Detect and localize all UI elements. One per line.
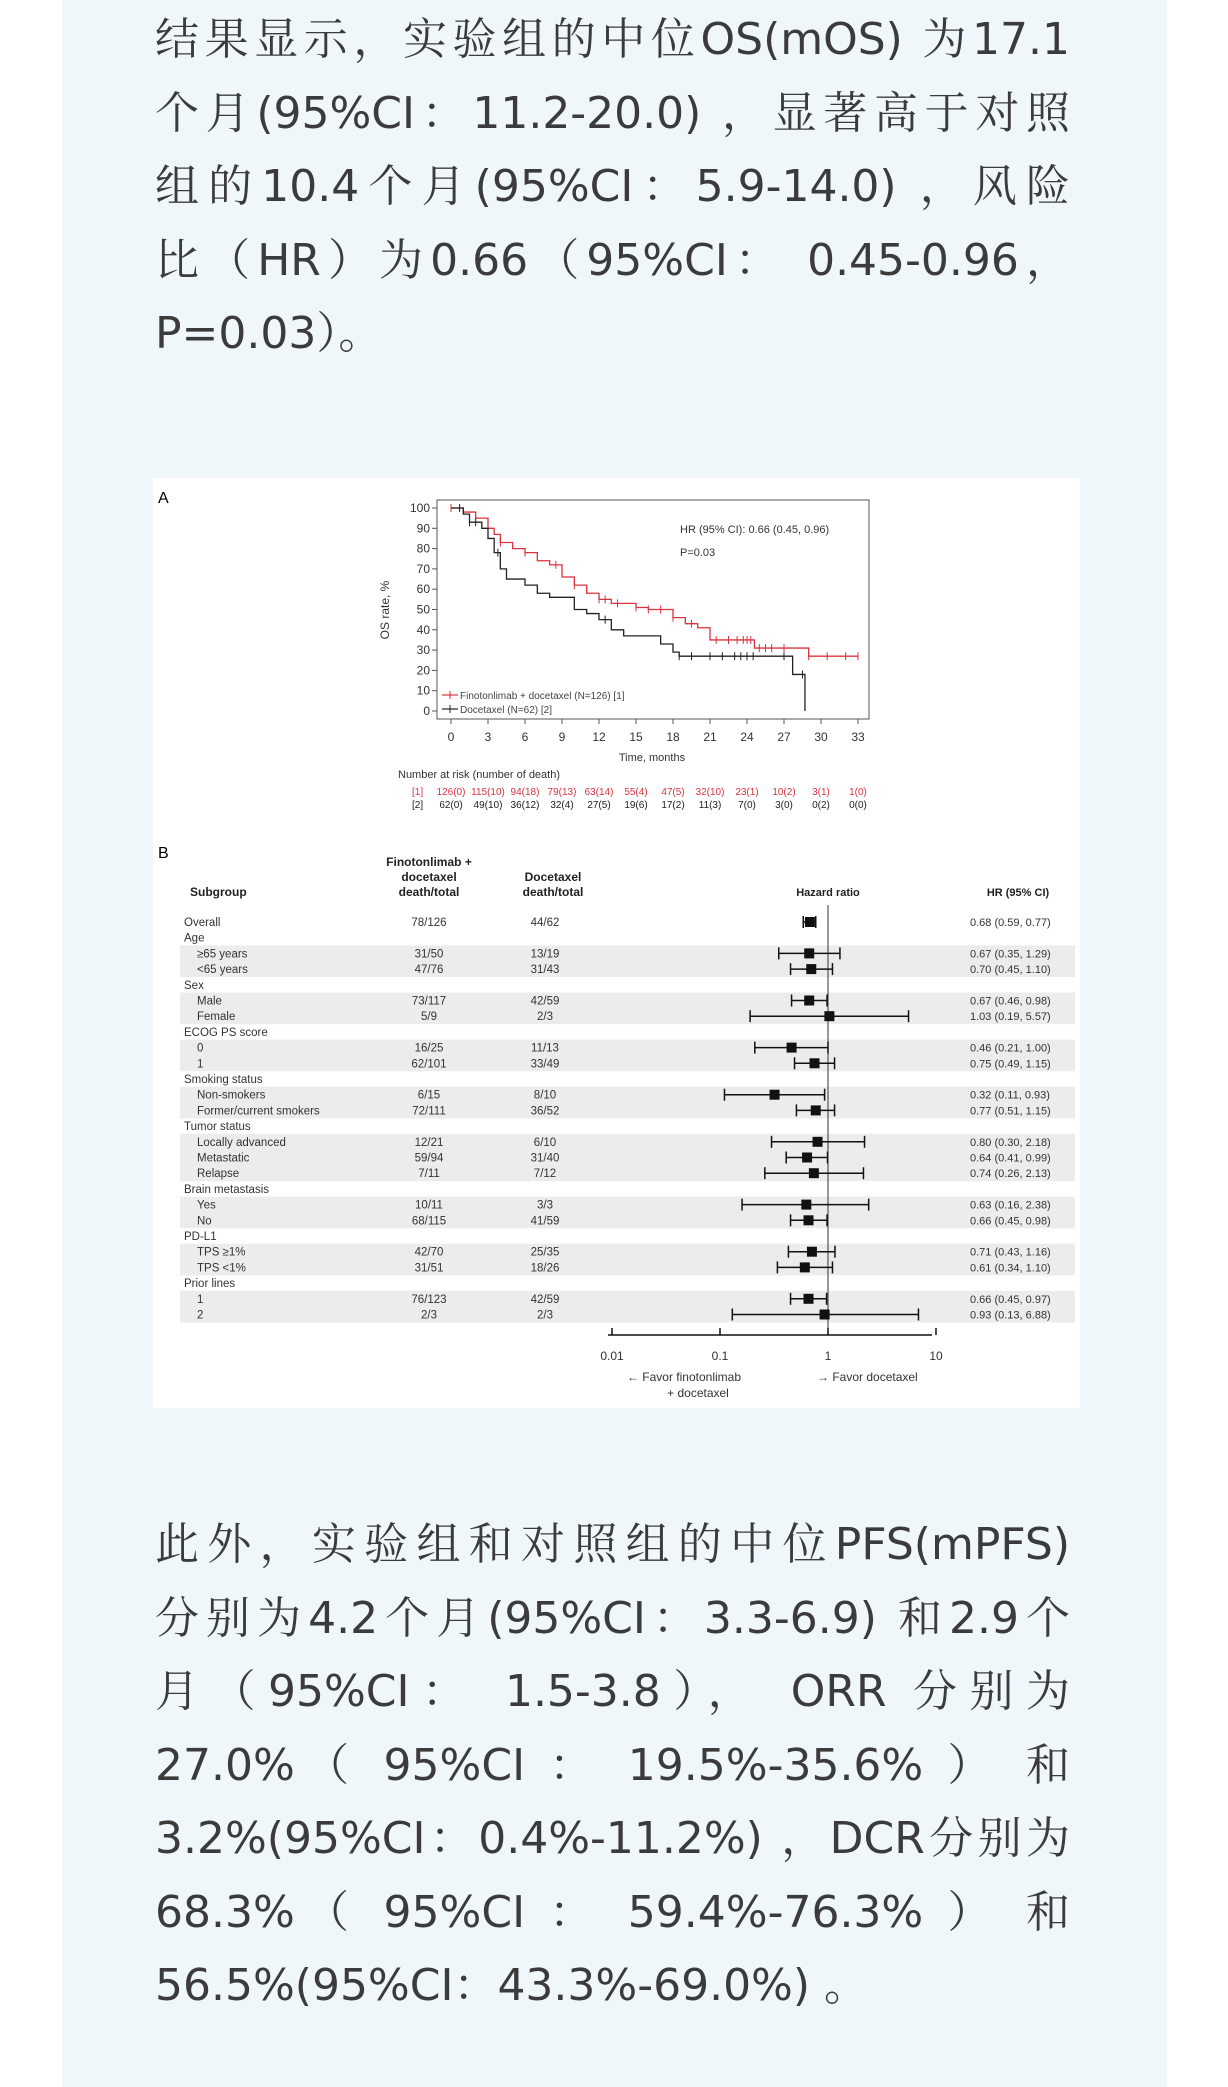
risk-value: 126(0) [436, 787, 466, 798]
x-tick-label: 0.01 [600, 1349, 624, 1363]
y-tick-label: 40 [416, 622, 430, 637]
risk-value: 23(1) [735, 787, 759, 798]
hr-marker [807, 1247, 817, 1257]
hr-ci-value: 0.66 (0.45, 0.97) [970, 1293, 1051, 1306]
text-line: 比（HR）为0.66（95%CI： 0.45-0.96， [155, 234, 1070, 286]
hr-ci-value: 0.71 (0.43, 1.16) [970, 1246, 1051, 1259]
hr-marker [813, 1137, 823, 1147]
hr-ci-value: 0.75 (0.49, 1.15) [970, 1058, 1051, 1071]
hr-marker [804, 996, 814, 1006]
subgroup-label: 1 [197, 1058, 204, 1071]
risk-value: 17(2) [661, 800, 685, 811]
subgroup-label: TPS ≥1% [197, 1246, 246, 1259]
x-tick-label: 24 [740, 730, 754, 744]
y-tick-label: 10 [416, 683, 430, 698]
risk-value: 32(4) [550, 800, 574, 811]
p-value-annotation: P=0.03 [680, 547, 716, 559]
risk-row-label: [2] [412, 800, 424, 811]
text-line: P=0.03）。 [155, 308, 383, 359]
y-tick-label: 100 [409, 501, 430, 515]
hr-marker [787, 1043, 797, 1053]
docetaxel-death-total: 36/52 [530, 1105, 560, 1118]
docetaxel-death-total: 42/59 [530, 995, 560, 1008]
header-finotonlimab: docetaxel [401, 870, 457, 884]
subgroup-band [180, 1291, 1075, 1323]
subgroup-label: Relapse [197, 1168, 240, 1181]
y-tick-label: 20 [416, 663, 430, 678]
hr-ci-value: 0.64 (0.41, 0.99) [970, 1152, 1051, 1165]
hr-marker [801, 1200, 811, 1210]
risk-table-title: Number at risk (number of death) [398, 769, 561, 781]
hr-ci-value: 0.46 (0.21, 1.00) [970, 1042, 1051, 1055]
risk-value: 49(10) [473, 800, 503, 811]
text-line: 月（95%CI： 1.5-3.8）， ORR 分别为 [155, 1666, 1070, 1717]
docetaxel-death-total: 33/49 [530, 1058, 560, 1071]
docetaxel-death-total: 2/3 [537, 1309, 553, 1322]
subgroup-band [180, 1040, 1075, 1072]
panel-label-a: A [158, 490, 169, 507]
hr-ci-value: 0.32 (0.11, 0.93) [970, 1089, 1050, 1102]
y-tick-label: 50 [416, 602, 430, 617]
x-tick-label: 33 [851, 730, 865, 744]
hr-ci-value: 0.77 (0.51, 1.15) [970, 1105, 1051, 1118]
risk-value: 32(10) [695, 787, 725, 798]
risk-value: 3(1) [812, 787, 830, 798]
subgroup-label: Metastatic [197, 1152, 250, 1165]
x-tick-label: 9 [558, 730, 566, 744]
subgroup-label: Locally advanced [197, 1136, 286, 1149]
hr-ci-value: 1.03 (0.19, 5.57) [970, 1011, 1051, 1024]
x-tick-label: 3 [484, 730, 492, 744]
docetaxel-death-total: 7/12 [533, 1168, 557, 1181]
y-tick-label: 90 [416, 521, 430, 536]
risk-value: 115(10) [471, 787, 505, 798]
hr-ci-value: 0.74 (0.26, 2.13) [970, 1168, 1051, 1181]
subgroup-label: 2 [197, 1309, 204, 1322]
risk-value: 7(0) [738, 800, 756, 811]
hr-ci-value: 0.63 (0.16, 2.38) [970, 1199, 1051, 1212]
header-docetaxel: death/total [522, 885, 584, 899]
x-tick-label: 21 [703, 730, 717, 744]
hr-ci-value: 0.61 (0.34, 1.10) [970, 1262, 1051, 1275]
finotonlimab-death-total: 31/50 [414, 948, 444, 961]
finotonlimab-death-total: 72/111 [412, 1105, 446, 1118]
text-line: 分别为4.2个月(95%CI：3.3-6.9) 和2.9个 [155, 1592, 1070, 1644]
docetaxel-death-total: 41/59 [530, 1215, 560, 1228]
header-subgroup: Subgroup [190, 885, 247, 899]
text-line: 组的10.4个月(95%CI：5.9-14.0) ，风险 [155, 161, 1070, 212]
y-axis-label: OS rate, % [378, 580, 392, 640]
hr-marker [804, 1215, 814, 1225]
hr-ci-value: 0.68 (0.59, 0.77) [970, 917, 1051, 929]
text-line: 3.2%(95%CI：0.4%-11.2%) ，DCR分别为 [155, 1813, 1070, 1864]
finotonlimab-death-total: 10/11 [415, 1199, 443, 1212]
subgroup-label: Tumor status [184, 1121, 251, 1134]
risk-value: 10(2) [772, 787, 796, 798]
finotonlimab-death-total: 16/25 [414, 1042, 444, 1055]
header-finotonlimab: Finotonlimab + [386, 855, 472, 869]
results-paragraph-os [155, 3, 1070, 371]
docetaxel-death-total: 13/19 [530, 948, 560, 961]
subgroup-label: 0 [197, 1042, 204, 1055]
subgroup-band [180, 1244, 1075, 1276]
finotonlimab-death-total: 78/126 [411, 917, 447, 929]
risk-value: 63(14) [584, 787, 614, 798]
header-hr-ci: HR (95% CI) [986, 887, 1050, 899]
finotonlimab-death-total: 12/21 [414, 1136, 444, 1149]
subgroup-label: Age [184, 932, 205, 945]
hr-annotation: HR (95% CI): 0.66 (0.45, 0.96) [680, 524, 830, 536]
y-tick-label: 70 [416, 561, 430, 576]
subgroup-label: No [197, 1215, 212, 1228]
finotonlimab-death-total: 42/70 [414, 1246, 444, 1259]
risk-value: 11(3) [698, 800, 722, 811]
hr-marker [820, 1310, 830, 1320]
favor-left-label: ← Favor finotonlimab [626, 1370, 742, 1384]
finotonlimab-death-total: 76/123 [411, 1293, 447, 1306]
risk-value: 79(13) [547, 787, 577, 798]
forest-plot [158, 845, 1075, 1400]
subgroup-label: Brain metastasis [184, 1183, 270, 1196]
header-hazard-ratio: Hazard ratio [796, 887, 860, 899]
finotonlimab-death-total: 47/76 [414, 964, 444, 977]
subgroup-label: Female [197, 1011, 236, 1024]
km-plot [158, 490, 869, 811]
finotonlimab-death-total: 59/94 [414, 1152, 444, 1165]
subgroup-band [180, 1134, 1075, 1181]
finotonlimab-death-total: 68/115 [411, 1215, 447, 1228]
risk-value: 3(0) [775, 800, 793, 811]
text-line: 结果显示，实验组的中位OS(mOS) 为17.1 [155, 14, 1070, 65]
hr-ci-value: 0.70 (0.45, 1.10) [970, 964, 1051, 977]
finotonlimab-death-total: 73/117 [411, 995, 447, 1008]
hr-marker [809, 1168, 819, 1178]
legend-label: Finotonlimab + docetaxel (N=126) [1] [460, 691, 625, 702]
hr-marker [824, 1011, 834, 1021]
risk-value: 1(0) [849, 787, 867, 798]
risk-value: 47(5) [661, 787, 685, 798]
hr-marker [804, 948, 814, 958]
x-tick-label: 18 [666, 730, 680, 744]
docetaxel-death-total: 11/13 [531, 1042, 559, 1055]
x-tick-label: 12 [592, 730, 606, 744]
subgroup-label: Male [197, 995, 222, 1008]
x-tick-label: 1 [824, 1349, 832, 1363]
docetaxel-death-total: 8/10 [533, 1089, 557, 1102]
text-line: 56.5%(95%CI：43.3%-69.0%) 。 [155, 1960, 869, 2011]
risk-value: 27(5) [587, 800, 611, 811]
risk-value: 19(6) [624, 800, 648, 811]
x-tick-label: 27 [777, 730, 791, 744]
risk-value: 0(2) [812, 800, 830, 811]
x-tick-label: 10 [929, 1349, 943, 1363]
favor-right-label: → Favor docetaxel [817, 1370, 918, 1384]
subgroup-label: Yes [197, 1199, 216, 1212]
subgroup-label: Former/current smokers [197, 1105, 320, 1118]
hr-marker [806, 964, 816, 974]
os-figure [153, 478, 1080, 1408]
legend-label: Docetaxel (N=62) [2] [460, 705, 552, 716]
risk-value: 94(18) [510, 787, 540, 798]
docetaxel-death-total: 18/26 [530, 1262, 560, 1275]
x-tick-label: 0.1 [711, 1349, 729, 1363]
km-curve-docetaxel [451, 508, 805, 711]
hr-ci-value: 0.67 (0.46, 0.98) [970, 995, 1051, 1008]
header-finotonlimab: death/total [398, 885, 460, 899]
subgroup-label: TPS <1% [197, 1262, 246, 1275]
subgroup-label: Non-smokers [197, 1089, 266, 1102]
x-tick-label: 15 [629, 730, 643, 744]
text-line: 此外，实验组和对照组的中位PFS(mPFS) [155, 1519, 1070, 1570]
hr-marker [770, 1090, 780, 1100]
hr-marker [802, 1153, 812, 1163]
subgroup-band [180, 993, 1075, 1025]
finotonlimab-death-total: 7/11 [418, 1168, 440, 1181]
subgroup-label: ECOG PS score [184, 1026, 268, 1039]
docetaxel-death-total: 2/3 [537, 1011, 553, 1024]
hr-ci-value: 0.93 (0.13, 6.88) [970, 1309, 1051, 1322]
risk-value: 55(4) [624, 787, 648, 798]
results-paragraph-pfs [155, 1508, 1070, 2023]
favor-left-label: + docetaxel [667, 1386, 729, 1400]
hr-marker [800, 1262, 810, 1272]
subgroup-label: Prior lines [184, 1278, 236, 1291]
y-tick-label: 80 [416, 541, 430, 556]
docetaxel-death-total: 31/40 [530, 1152, 560, 1165]
y-tick-label: 30 [416, 643, 430, 658]
subgroup-label: Sex [184, 979, 204, 992]
text-line: 68.3%（ 95%CI ： 59.4%-76.3% ） 和 [155, 1886, 1070, 1938]
hr-marker [810, 1058, 820, 1068]
risk-row-label: [1] [412, 787, 424, 798]
docetaxel-death-total: 31/43 [530, 964, 560, 977]
subgroup-label: Smoking status [184, 1074, 263, 1086]
hr-marker [805, 917, 815, 927]
risk-value: 62(0) [439, 800, 463, 811]
subgroup-label: PD-L1 [184, 1231, 217, 1243]
risk-value: 36(12) [510, 800, 540, 811]
hr-ci-value: 0.67 (0.35, 1.29) [970, 948, 1051, 961]
text-line: 个月(95%CI：11.2-20.0) ，显著高于对照 [155, 87, 1070, 139]
text-line: 27.0%（ 95%CI ： 19.5%-35.6% ） 和 [155, 1739, 1070, 1791]
docetaxel-death-total: 42/59 [530, 1293, 560, 1306]
finotonlimab-death-total: 5/9 [421, 1011, 437, 1024]
subgroup-label: Overall [184, 917, 221, 929]
x-tick-label: 6 [521, 730, 529, 744]
hr-marker [804, 1294, 814, 1304]
finotonlimab-death-total: 6/15 [417, 1089, 441, 1102]
subgroup-label: <65 years [197, 964, 248, 977]
y-tick-label: 0 [423, 704, 430, 718]
docetaxel-death-total: 25/35 [530, 1246, 560, 1259]
docetaxel-death-total: 3/3 [537, 1199, 553, 1212]
finotonlimab-death-total: 62/101 [411, 1058, 447, 1071]
header-docetaxel: Docetaxel [524, 870, 582, 884]
docetaxel-death-total: 44/62 [530, 917, 560, 929]
subgroup-band [180, 945, 1075, 977]
finotonlimab-death-total: 31/51 [414, 1262, 444, 1275]
finotonlimab-death-total: 2/3 [421, 1309, 437, 1322]
x-tick-label: 0 [447, 730, 455, 744]
x-tick-label: 30 [814, 730, 828, 744]
hr-marker [811, 1105, 821, 1115]
subgroup-label: 1 [197, 1293, 204, 1306]
hr-ci-value: 0.80 (0.30, 2.18) [970, 1136, 1051, 1149]
x-axis-label: Time, months [618, 752, 686, 764]
risk-value: 0(0) [849, 800, 867, 811]
panel-label-b: B [158, 845, 169, 862]
subgroup-band [180, 1197, 1075, 1229]
y-tick-label: 60 [416, 582, 430, 597]
figure-svg [153, 478, 1080, 1408]
hr-ci-value: 0.66 (0.45, 0.98) [970, 1215, 1051, 1228]
subgroup-label: ≥65 years [197, 948, 248, 961]
docetaxel-death-total: 6/10 [533, 1136, 557, 1149]
